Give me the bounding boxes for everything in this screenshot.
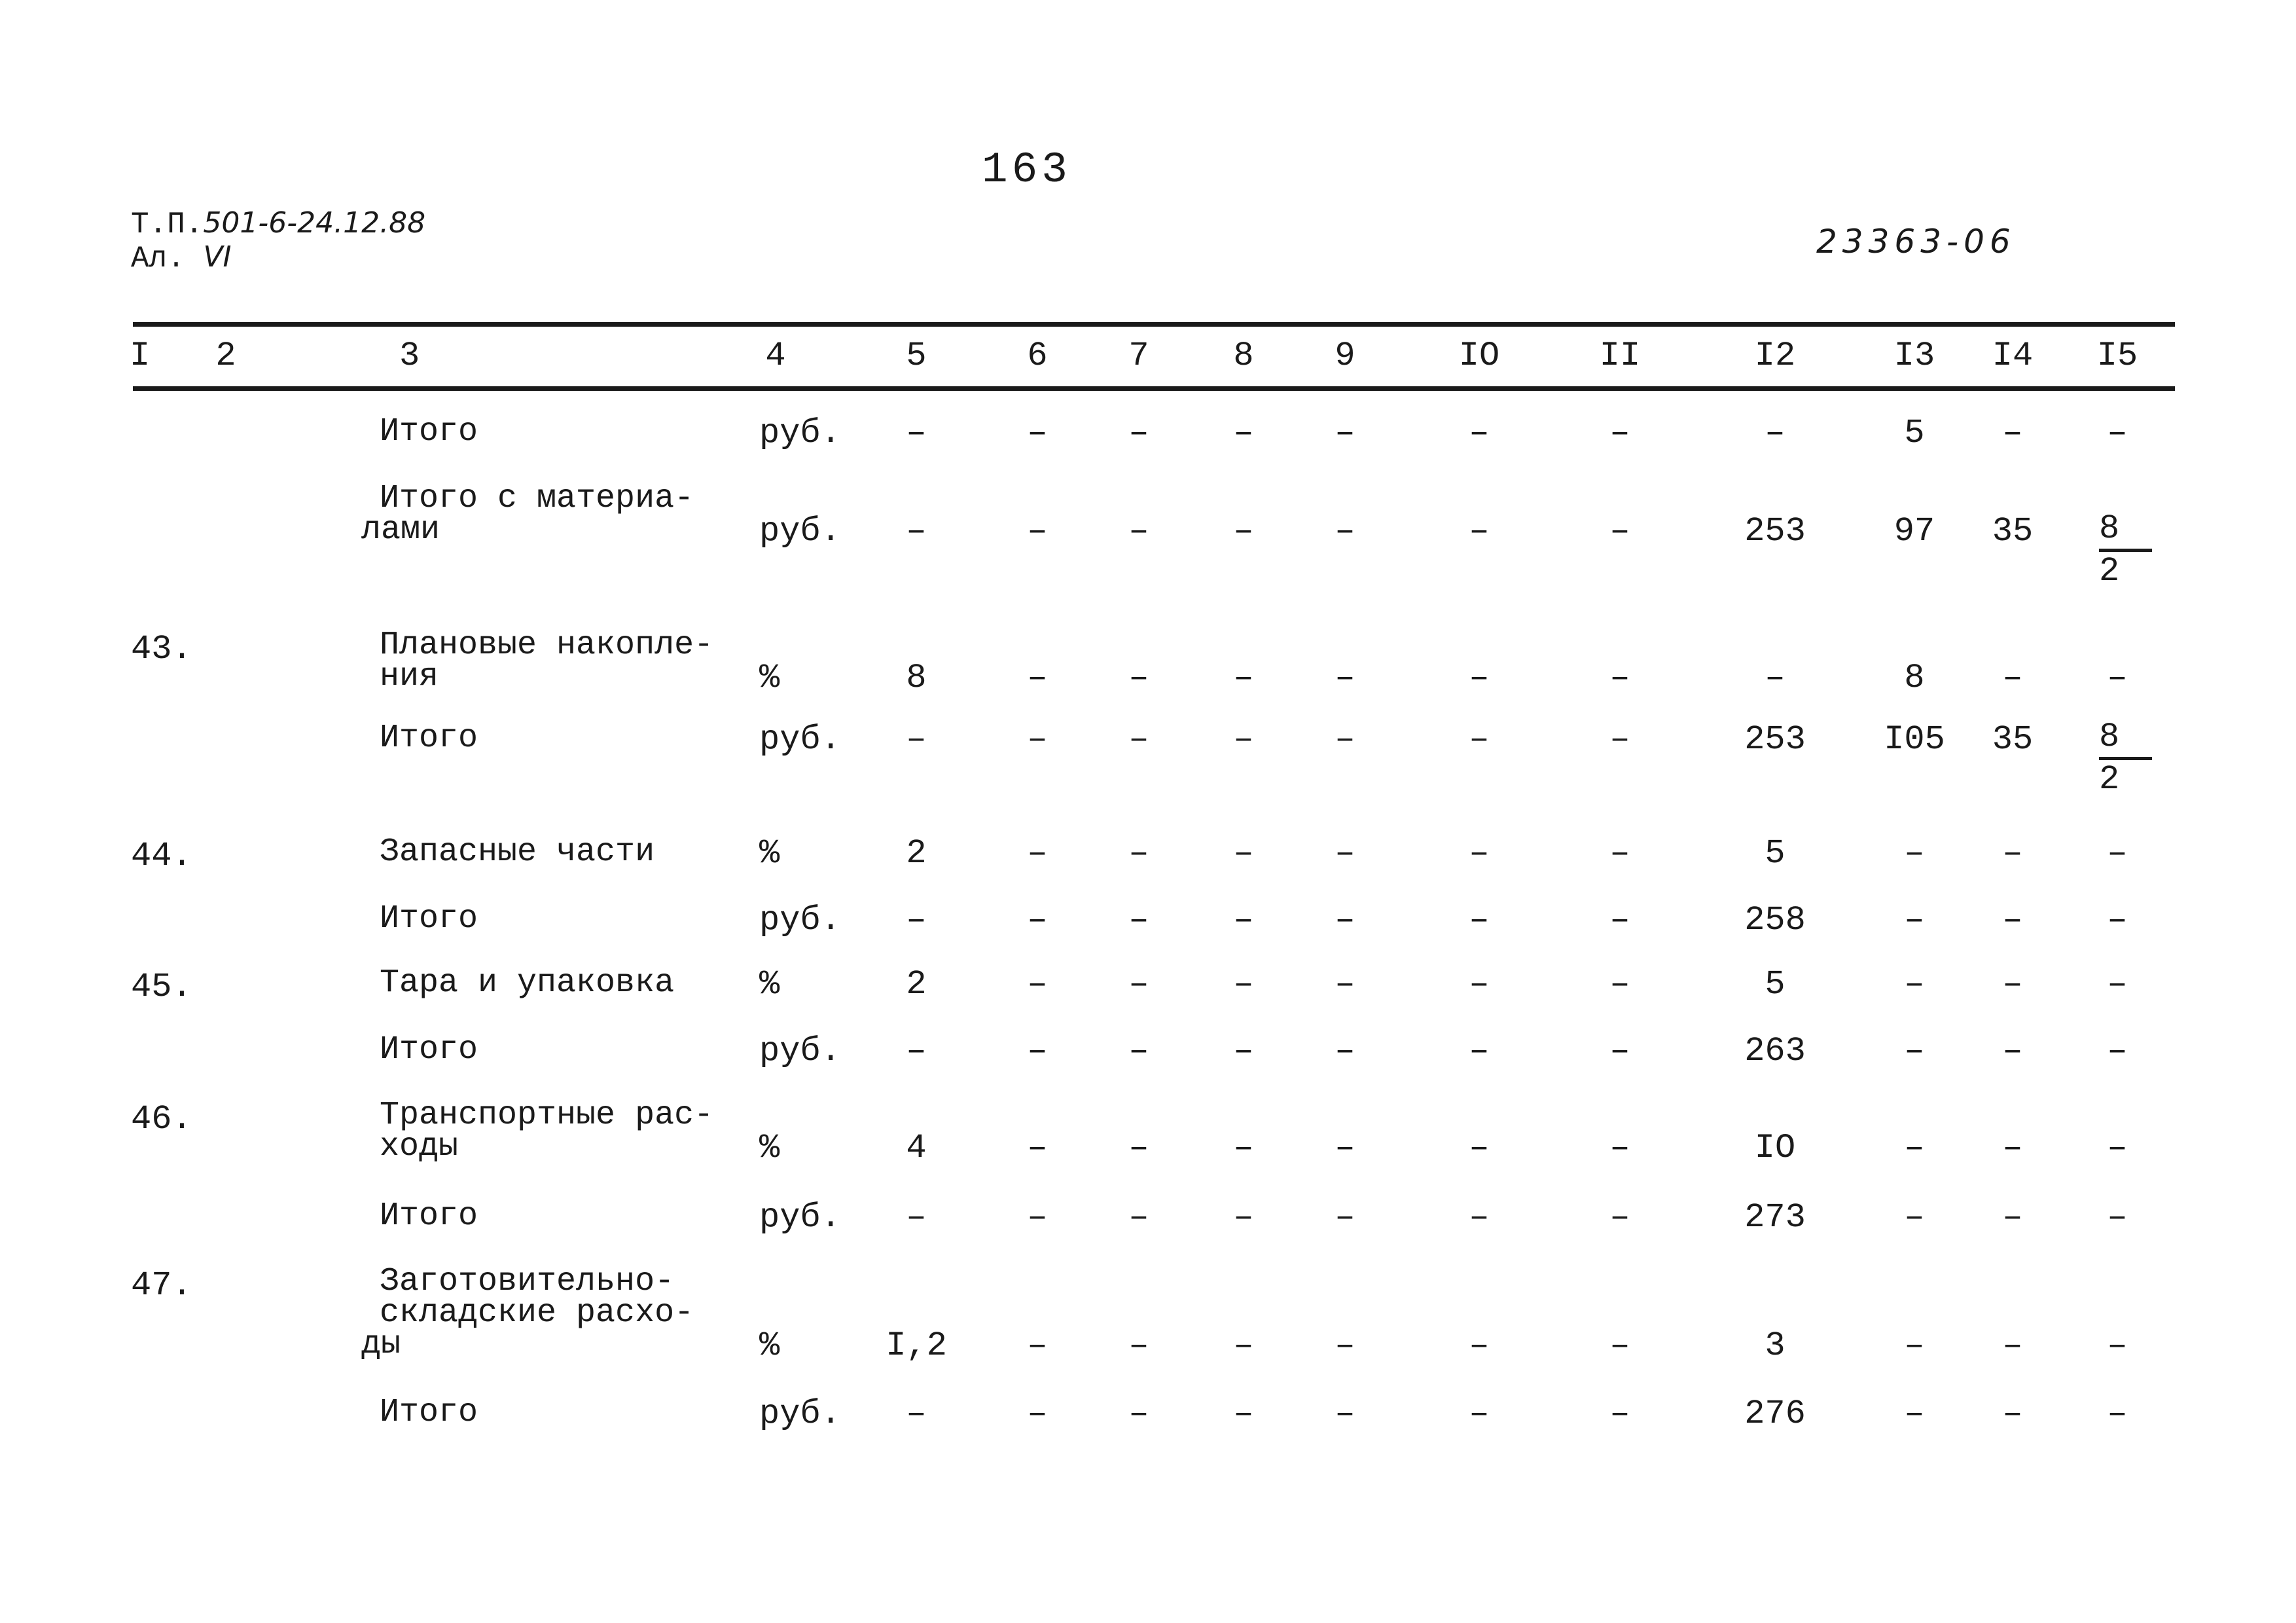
value-cell-col-6: – — [1027, 965, 1048, 1004]
column-header-1: I — [130, 337, 151, 375]
row-description — [380, 833, 655, 871]
column-header-14: I4 — [1992, 337, 2034, 375]
value-cell-col-5: – — [906, 720, 927, 759]
value-cell-col-8: – — [1233, 659, 1254, 697]
album-reference — [131, 242, 232, 274]
unit-cell: руб. — [759, 1395, 841, 1433]
value-cell-col-10: – — [1469, 901, 1490, 939]
row-description — [380, 1097, 714, 1165]
column-header-15: I5 — [2096, 337, 2138, 375]
description-line: Итого — [380, 900, 478, 938]
value-cell-col-11: – — [1609, 1198, 1630, 1237]
row-number: 46. — [131, 1100, 192, 1139]
value-cell-col-5: – — [906, 1198, 927, 1237]
value-cell-col-11: – — [1609, 1326, 1630, 1365]
table-header-rule — [133, 386, 2175, 391]
value-cell-col-13: – — [1904, 1326, 1925, 1365]
value-cell-col-8: – — [1233, 720, 1254, 759]
value-cell-col-10: – — [1469, 414, 1490, 452]
description-line: ходы — [380, 1128, 459, 1165]
value-cell-col-13: – — [1904, 965, 1925, 1004]
value-cell-col-9: – — [1335, 1032, 1355, 1070]
value-cell-col-6: – — [1027, 1129, 1048, 1167]
fraction-numerator: 8 — [2099, 718, 2152, 760]
value-cell-col-12: 258 — [1744, 901, 1806, 939]
row-description — [361, 1263, 694, 1363]
value-cell-col-14: 35 — [1992, 720, 2034, 759]
value-cell-col-10: – — [1469, 720, 1490, 759]
value-cell-col-12: 273 — [1744, 1198, 1806, 1237]
value-cell-col-14: – — [2002, 1032, 2023, 1070]
value-cell-col-13: – — [1904, 834, 1925, 873]
value-cell-col-15: – — [2107, 414, 2128, 452]
value-cell-col-6: – — [1027, 512, 1048, 551]
value-cell-col-6: – — [1027, 834, 1048, 873]
value-cell-col-14: 35 — [1992, 512, 2034, 551]
value-cell-col-10: – — [1469, 834, 1490, 873]
value-cell-col-15: – — [2107, 1032, 2128, 1070]
row-description — [380, 1394, 478, 1431]
value-cell-col-11: – — [1609, 659, 1630, 697]
description-line: лами — [361, 511, 440, 549]
value-cell-col-12: IO — [1754, 1129, 1796, 1167]
column-header-13: I3 — [1893, 337, 1935, 375]
value-cell-col-5: 2 — [906, 834, 927, 873]
value-cell-col-14: – — [2002, 1326, 2023, 1365]
value-cell-col-9: – — [1335, 901, 1355, 939]
row-description — [380, 627, 714, 695]
value-cell-col-13: – — [1904, 1032, 1925, 1070]
value-cell-col-12: – — [1765, 659, 1785, 697]
value-cell-col-11: – — [1609, 901, 1630, 939]
value-cell-col-6: – — [1027, 1032, 1048, 1070]
value-cell-col-6: – — [1027, 414, 1048, 452]
value-cell-col-10: – — [1469, 512, 1490, 551]
value-cell-col-9: – — [1335, 965, 1355, 1004]
description-line: ния — [380, 658, 439, 695]
description-line: Плановые накопле- — [380, 627, 714, 664]
value-cell-col-14: – — [2002, 1395, 2023, 1433]
tp-number: 501-6-24.12.88 — [203, 206, 426, 240]
column-header-6: 6 — [1027, 337, 1048, 375]
value-cell-col-9: – — [1335, 720, 1355, 759]
unit-cell: % — [759, 659, 780, 697]
column-header-10: IO — [1458, 337, 1500, 375]
description-line: Тара и упаковка — [380, 964, 675, 1002]
fraction-denominator: 2 — [2099, 760, 2120, 799]
value-cell-col-9: – — [1335, 414, 1355, 452]
unit-cell: руб. — [759, 414, 841, 452]
unit-cell: % — [759, 1129, 780, 1167]
value-cell-col-12: 253 — [1744, 720, 1806, 759]
table-top-rule — [133, 322, 2175, 327]
column-header-7: 7 — [1128, 337, 1149, 375]
value-cell-col-10: – — [1469, 659, 1490, 697]
value-cell-col-6: – — [1027, 1326, 1048, 1365]
row-number: 43. — [131, 630, 192, 668]
value-cell-col-5: 8 — [906, 659, 927, 697]
column-header-3: 3 — [399, 337, 420, 375]
value-cell-col-15: – — [2107, 1395, 2128, 1433]
value-cell-col-8: – — [1233, 414, 1254, 452]
value-cell-col-13: 5 — [1904, 414, 1925, 452]
value-cell-col-12: 253 — [1744, 512, 1806, 551]
value-cell-col-7: – — [1128, 1326, 1149, 1365]
value-cell-col-13: I05 — [1884, 720, 1945, 759]
description-line: Итого — [380, 1031, 478, 1068]
value-cell-col-5: 4 — [906, 1129, 927, 1167]
description-line: Заготовительно- — [380, 1263, 675, 1300]
value-cell-col-5: – — [906, 1032, 927, 1070]
unit-cell: % — [759, 1326, 780, 1365]
value-cell-col-10: – — [1469, 965, 1490, 1004]
al-number: VI — [203, 240, 232, 274]
fraction-cell — [2099, 509, 2178, 591]
value-cell-col-7: – — [1128, 965, 1149, 1004]
value-cell-col-9: – — [1335, 512, 1355, 551]
description-line: Итого — [380, 1394, 478, 1431]
row-description — [380, 964, 675, 1002]
fraction-denominator: 2 — [2099, 552, 2120, 591]
value-cell-col-6: – — [1027, 1198, 1048, 1237]
value-cell-col-15: – — [2107, 1129, 2128, 1167]
unit-cell: руб. — [759, 512, 841, 551]
fraction-numerator: 8 — [2099, 509, 2152, 552]
row-description — [380, 413, 478, 450]
project-reference — [131, 208, 425, 240]
value-cell-col-7: – — [1128, 720, 1149, 759]
value-cell-col-11: – — [1609, 1395, 1630, 1433]
fraction-cell — [2099, 718, 2178, 799]
tp-prefix: Т.П. — [131, 208, 204, 242]
value-cell-col-7: – — [1128, 1129, 1149, 1167]
value-cell-col-15: – — [2107, 834, 2128, 873]
column-header-4: 4 — [765, 337, 786, 375]
value-cell-col-14: – — [2002, 414, 2023, 452]
column-header-12: I2 — [1754, 337, 1796, 375]
value-cell-col-8: – — [1233, 512, 1254, 551]
unit-cell: руб. — [759, 1032, 841, 1070]
value-cell-col-12: 263 — [1744, 1032, 1806, 1070]
value-cell-col-5: – — [906, 901, 927, 939]
value-cell-col-11: – — [1609, 1032, 1630, 1070]
value-cell-col-9: – — [1335, 1326, 1355, 1365]
value-cell-col-15: – — [2107, 1326, 2128, 1365]
value-cell-col-13: – — [1904, 1395, 1925, 1433]
description-line: складские расхо- — [380, 1294, 694, 1332]
value-cell-col-14: – — [2002, 1198, 2023, 1237]
value-cell-col-10: – — [1469, 1326, 1490, 1365]
unit-cell: руб. — [759, 720, 841, 759]
description-line: ды — [361, 1326, 401, 1363]
column-header-5: 5 — [906, 337, 927, 375]
value-cell-col-5: – — [906, 1395, 927, 1433]
value-cell-col-14: – — [2002, 965, 2023, 1004]
unit-cell: руб. — [759, 901, 841, 939]
value-cell-col-7: – — [1128, 659, 1149, 697]
description-line: Итого — [380, 413, 478, 450]
value-cell-col-9: – — [1335, 1198, 1355, 1237]
value-cell-col-7: – — [1128, 1032, 1149, 1070]
value-cell-col-8: – — [1233, 1326, 1254, 1365]
value-cell-col-15: – — [2107, 659, 2128, 697]
value-cell-col-7: – — [1128, 1198, 1149, 1237]
column-header-8: 8 — [1233, 337, 1254, 375]
value-cell-col-12: 3 — [1765, 1326, 1785, 1365]
value-cell-col-10: – — [1469, 1129, 1490, 1167]
row-description — [380, 900, 478, 938]
value-cell-col-14: – — [2002, 1129, 2023, 1167]
value-cell-col-10: – — [1469, 1032, 1490, 1070]
value-cell-col-6: – — [1027, 1395, 1048, 1433]
value-cell-col-7: – — [1128, 512, 1149, 551]
value-cell-col-5: – — [906, 414, 927, 452]
value-cell-col-8: – — [1233, 901, 1254, 939]
value-cell-col-7: – — [1128, 414, 1149, 452]
value-cell-col-8: – — [1233, 1198, 1254, 1237]
value-cell-col-8: – — [1233, 1395, 1254, 1433]
description-line: Итого — [380, 1197, 478, 1235]
value-cell-col-14: – — [2002, 901, 2023, 939]
value-cell-col-8: – — [1233, 965, 1254, 1004]
value-cell-col-12: 276 — [1744, 1395, 1806, 1433]
value-cell-col-11: – — [1609, 834, 1630, 873]
value-cell-col-9: – — [1335, 834, 1355, 873]
row-description — [380, 720, 478, 757]
value-cell-col-12: 5 — [1765, 965, 1785, 1004]
description-line: Транспортные рас- — [380, 1097, 714, 1134]
value-cell-col-9: – — [1335, 1395, 1355, 1433]
value-cell-col-13: – — [1904, 1198, 1925, 1237]
document-code: 23363-06 — [1816, 223, 2016, 261]
value-cell-col-8: – — [1233, 1032, 1254, 1070]
column-header-9: 9 — [1335, 337, 1355, 375]
value-cell-col-15: – — [2107, 901, 2128, 939]
value-cell-col-11: – — [1609, 965, 1630, 1004]
column-header-11: II — [1599, 337, 1641, 375]
value-cell-col-11: – — [1609, 1129, 1630, 1167]
value-cell-col-5: I,2 — [886, 1326, 947, 1365]
value-cell-col-6: – — [1027, 901, 1048, 939]
value-cell-col-6: – — [1027, 720, 1048, 759]
al-prefix: Ал. — [131, 242, 185, 276]
value-cell-col-12: 5 — [1765, 834, 1785, 873]
value-cell-col-5: 2 — [906, 965, 927, 1004]
row-description — [380, 1031, 478, 1068]
description-line: Итого с материа- — [380, 480, 694, 517]
row-number: 44. — [131, 837, 192, 875]
row-number: 45. — [131, 968, 192, 1006]
row-number: 47. — [131, 1266, 192, 1305]
value-cell-col-14: – — [2002, 659, 2023, 697]
unit-cell: руб. — [759, 1198, 841, 1237]
value-cell-col-13: 8 — [1904, 659, 1925, 697]
row-description — [380, 1197, 478, 1235]
value-cell-col-7: – — [1128, 901, 1149, 939]
value-cell-col-10: – — [1469, 1198, 1490, 1237]
value-cell-col-11: – — [1609, 414, 1630, 452]
row-description — [361, 480, 694, 549]
value-cell-col-15: – — [2107, 1198, 2128, 1237]
value-cell-col-9: – — [1335, 1129, 1355, 1167]
value-cell-col-11: – — [1609, 720, 1630, 759]
value-cell-col-14: – — [2002, 834, 2023, 873]
value-cell-col-5: – — [906, 512, 927, 551]
column-header-2: 2 — [215, 337, 236, 375]
value-cell-col-7: – — [1128, 1395, 1149, 1433]
description-line: Запасные части — [380, 833, 655, 871]
unit-cell: % — [759, 834, 780, 873]
value-cell-col-13: 97 — [1893, 512, 1935, 551]
page-number: 163 — [982, 145, 1071, 194]
value-cell-col-13: – — [1904, 1129, 1925, 1167]
unit-cell: % — [759, 965, 780, 1004]
value-cell-col-7: – — [1128, 834, 1149, 873]
value-cell-col-8: – — [1233, 834, 1254, 873]
value-cell-col-15: – — [2107, 965, 2128, 1004]
value-cell-col-12: – — [1765, 414, 1785, 452]
value-cell-col-9: – — [1335, 659, 1355, 697]
description-line: Итого — [380, 720, 478, 757]
value-cell-col-10: – — [1469, 1395, 1490, 1433]
value-cell-col-13: – — [1904, 901, 1925, 939]
value-cell-col-8: – — [1233, 1129, 1254, 1167]
value-cell-col-11: – — [1609, 512, 1630, 551]
value-cell-col-6: – — [1027, 659, 1048, 697]
